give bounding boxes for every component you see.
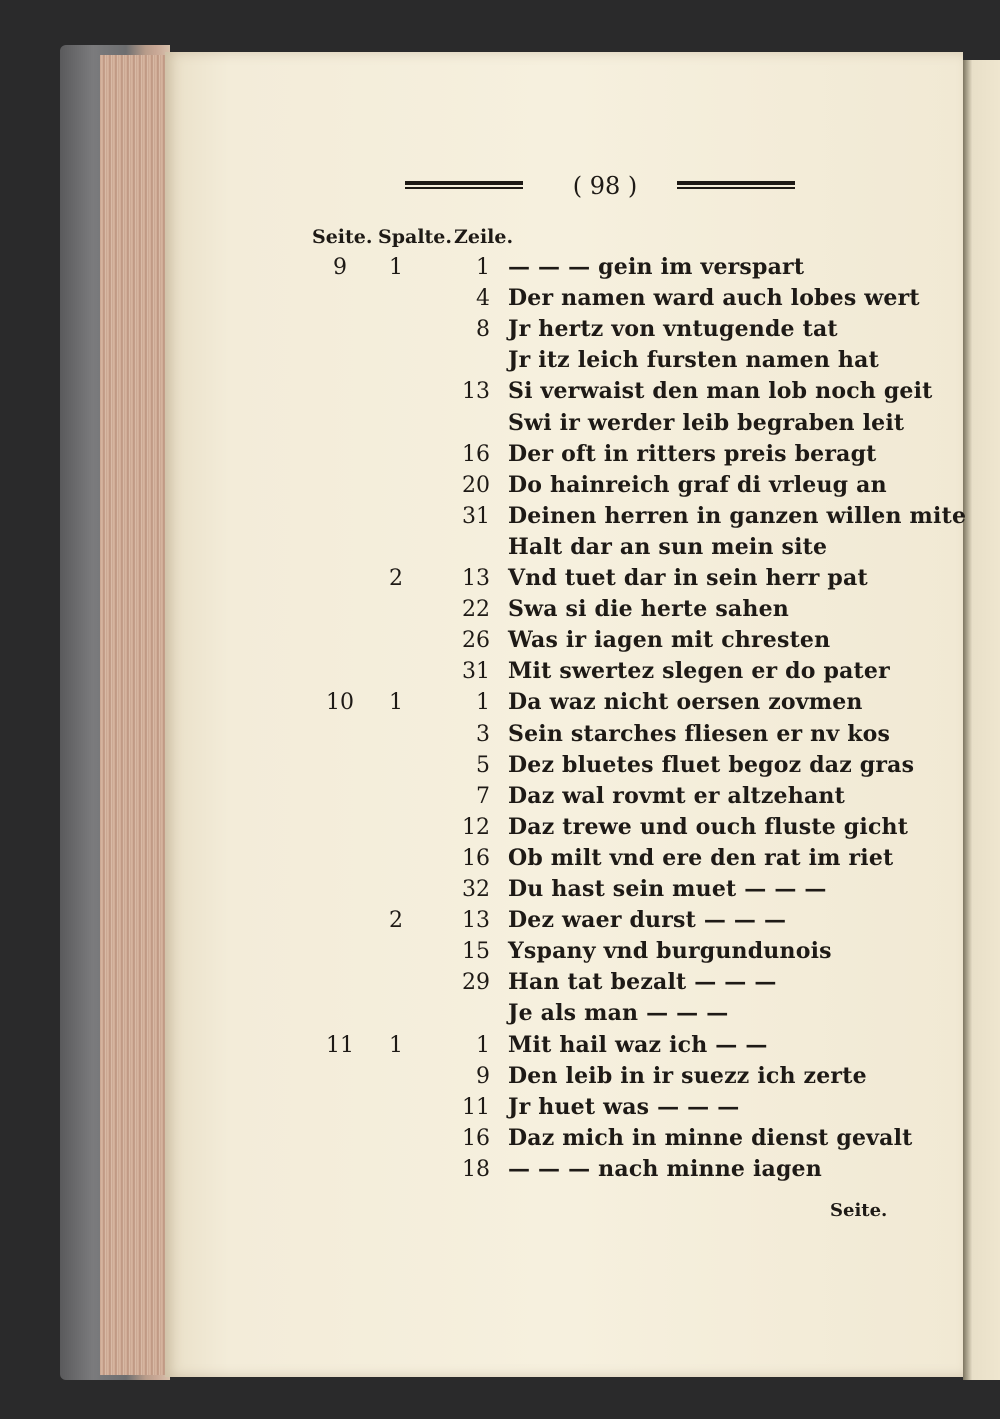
cell-text: Was ir iagen mit chresten bbox=[508, 627, 831, 654]
cell-text: Daz mich in minne dienst gevalt bbox=[508, 1124, 913, 1151]
table-row bbox=[0, 314, 1000, 345]
table-row bbox=[0, 376, 1000, 407]
cell-text: — — — nach minne iagen bbox=[508, 1155, 822, 1182]
page-number: ( 98 ) bbox=[572, 172, 638, 200]
cell-text: Der namen ward auch lobes wert bbox=[508, 285, 920, 312]
table-row bbox=[0, 998, 1000, 1029]
cell-zeile: 5 bbox=[476, 752, 490, 778]
cell-zeile: 18 bbox=[462, 1156, 490, 1182]
column-header-seite: Seite. bbox=[312, 226, 373, 248]
cell-text: Yspany vnd burgundunois bbox=[508, 938, 832, 965]
cell-text: — — — gein im verspart bbox=[508, 254, 805, 280]
cell-text: Der oft in ritters preis beragt bbox=[508, 440, 877, 467]
cell-zeile: 4 bbox=[476, 286, 490, 312]
table-row bbox=[0, 283, 1000, 314]
cell-zeile: 7 bbox=[476, 783, 490, 809]
cell-text: Den leib in ir suezz ich zerte bbox=[508, 1062, 867, 1089]
table-row bbox=[0, 1061, 1000, 1092]
cell-spalte: 1 bbox=[389, 255, 403, 280]
cell-text: Da waz nicht oersen zovmen bbox=[508, 689, 863, 716]
cell-text: Swi ir werder leib begraben leit bbox=[508, 409, 905, 436]
cell-text: Daz trewe und ouch fluste gicht bbox=[508, 813, 909, 840]
cell-seite: 11 bbox=[326, 1032, 354, 1058]
table-row bbox=[0, 625, 1000, 656]
header-rule-right bbox=[677, 181, 795, 189]
cell-zeile: 26 bbox=[462, 628, 490, 654]
cell-zeile: 1 bbox=[476, 255, 490, 280]
table-row bbox=[0, 563, 1000, 594]
cell-zeile: 20 bbox=[462, 472, 490, 498]
table-row bbox=[0, 1154, 1000, 1185]
column-headers bbox=[312, 226, 552, 254]
cell-zeile: 31 bbox=[462, 503, 490, 529]
cell-zeile: 15 bbox=[462, 939, 490, 965]
cell-spalte: 1 bbox=[389, 1032, 403, 1058]
table-row bbox=[0, 781, 1000, 812]
table-row bbox=[0, 936, 1000, 967]
cell-text: Deinen herren in ganzen willen mite bbox=[508, 502, 967, 529]
table-row bbox=[0, 470, 1000, 501]
cell-seite: 10 bbox=[326, 690, 354, 716]
cell-text: Si verwaist den man lob noch geit bbox=[508, 378, 933, 405]
header-rule-left bbox=[405, 181, 523, 189]
cell-zeile: 9 bbox=[476, 1063, 490, 1089]
table-row bbox=[0, 812, 1000, 843]
table-row bbox=[0, 408, 1000, 439]
cell-text: Sein starches fliesen er nv kos bbox=[508, 720, 891, 747]
cell-zeile: 16 bbox=[462, 1125, 490, 1151]
cell-text: Jr huet was — — — bbox=[508, 1093, 740, 1120]
catchword: Seite. bbox=[830, 1200, 888, 1221]
cell-zeile: 31 bbox=[462, 659, 490, 685]
table-row bbox=[0, 719, 1000, 750]
table-row bbox=[0, 656, 1000, 687]
cell-text: Je als man — — — bbox=[508, 1000, 729, 1027]
table-row bbox=[0, 439, 1000, 470]
cell-zeile: 13 bbox=[462, 566, 490, 591]
table-row bbox=[0, 1123, 1000, 1154]
table-row bbox=[0, 874, 1000, 905]
cell-spalte: 2 bbox=[389, 908, 403, 934]
table-row bbox=[0, 1092, 1000, 1123]
cell-zeile: 1 bbox=[476, 690, 490, 716]
table-row bbox=[0, 843, 1000, 874]
cell-text: Do hainreich graf di vrleug an bbox=[508, 471, 887, 498]
cell-zeile: 16 bbox=[462, 845, 490, 871]
table-row bbox=[0, 501, 1000, 532]
cell-zeile: 1 bbox=[476, 1032, 490, 1058]
cell-zeile: 12 bbox=[462, 814, 490, 840]
column-header-spalte: Spalte. bbox=[378, 226, 453, 248]
column-header-zeile: Zeile. bbox=[454, 226, 514, 248]
cell-text: Swa si die herte sahen bbox=[508, 596, 789, 623]
cell-zeile: 13 bbox=[462, 908, 490, 934]
table-row bbox=[0, 594, 1000, 625]
table-row bbox=[0, 750, 1000, 781]
cell-zeile: 16 bbox=[462, 441, 490, 467]
cell-text: Jr itz leich fursten namen hat bbox=[508, 347, 879, 374]
table-row bbox=[0, 967, 1000, 998]
cell-text: Ob milt vnd ere den rat im riet bbox=[508, 844, 894, 871]
cell-text: Mit hail waz ich — — bbox=[508, 1031, 768, 1058]
table-row bbox=[0, 905, 1000, 936]
cell-text: Dez waer durst — — — bbox=[508, 907, 787, 934]
table-row bbox=[0, 532, 1000, 563]
table-row bbox=[0, 345, 1000, 376]
cell-text: Jr hertz von vntugende tat bbox=[508, 316, 838, 343]
table-row bbox=[0, 1030, 1000, 1061]
cell-text: Han tat bezalt — — — bbox=[508, 969, 777, 996]
cell-spalte: 2 bbox=[389, 566, 403, 591]
cell-zeile: 32 bbox=[462, 877, 490, 902]
cell-text: Du hast sein muet — — — bbox=[508, 876, 827, 902]
cell-text: Vnd tuet dar in sein herr pat bbox=[508, 565, 868, 591]
cell-zeile: 8 bbox=[476, 317, 490, 343]
cell-text: Halt dar an sun mein site bbox=[508, 533, 828, 560]
cell-zeile: 13 bbox=[462, 379, 490, 405]
cell-zeile: 11 bbox=[462, 1094, 490, 1120]
cell-text: Daz wal rovmt er altzehant bbox=[508, 782, 845, 809]
page-header bbox=[405, 172, 825, 202]
cell-text: Mit swertez slegen er do pater bbox=[508, 658, 890, 685]
cell-seite: 9 bbox=[333, 255, 347, 280]
table-row bbox=[0, 252, 1000, 283]
cell-zeile: 3 bbox=[476, 721, 490, 747]
table-row bbox=[0, 687, 1000, 718]
cell-spalte: 1 bbox=[389, 690, 403, 716]
cell-zeile: 22 bbox=[462, 597, 490, 623]
cell-text: Dez bluetes fluet begoz daz gras bbox=[508, 751, 915, 778]
cell-zeile: 29 bbox=[462, 970, 490, 996]
